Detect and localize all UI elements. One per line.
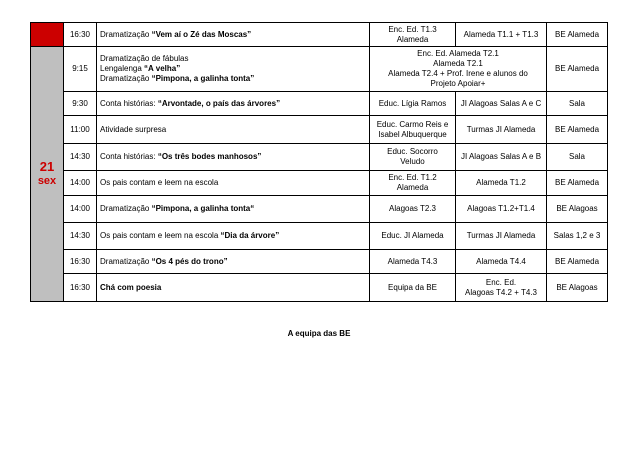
groups-cell: Alagoas T1.2+T1.4 [456,196,547,223]
day-name: sex [37,174,57,187]
responsible-cell: Enc. Ed. T1.2 Alameda [370,171,456,196]
responsible-cell: Educ. Carmo Reis e Isabel Albuquerque [370,116,456,144]
day-number: 21 [39,159,55,175]
activity-cell: Dramatização de fábulas Lengalenga “A velha” Dramatização “Pimpona, a galinha tonta” [97,47,370,92]
time-cell: 14:30 [64,144,97,171]
location-cell: Salas 1,2 e 3 [547,223,608,250]
activity-cell: Dramatização “Pimpona, a galinha tonta“ [97,196,370,223]
location-cell: Sala [547,92,608,116]
time-cell: 9:15 [64,47,97,92]
table-row [31,250,608,274]
location-cell: BE Alameda [547,250,608,274]
groups-cell: Alameda T1.2 [456,171,547,196]
location-cell: BE Alameda [547,47,608,92]
time-cell: 16:30 [64,274,97,302]
table-row [31,196,608,223]
responsible-cell: Educ. JI Alameda [370,223,456,250]
time-cell: 16:30 [64,250,97,274]
location-cell: BE Alagoas [547,196,608,223]
day-cell [31,47,64,302]
responsible-cell: Educ. Socorro Veludo [370,144,456,171]
groups-cell: Alameda T4.4 [456,250,547,274]
groups-cell: Turmas JI Alameda [456,116,547,144]
activity-cell: Chá com poesia [97,274,370,302]
table-row [31,23,608,47]
responsible-cell: Alagoas T2.3 [370,196,456,223]
table-row [31,92,608,116]
table-row [31,223,608,250]
table-row [31,116,608,144]
location-cell: BE Alameda [547,171,608,196]
responsible-cell: Educ. Lígia Ramos [370,92,456,116]
activity-cell: Os pais contam e leem na escola [97,171,370,196]
time-cell: 9:30 [64,92,97,116]
groups-cell: Alameda T1.1 + T1.3 [456,23,547,47]
responsible-cell: Enc. Ed. T1.3 Alameda [370,23,456,47]
groups-cell: Turmas JI Alameda [456,223,547,250]
responsible-cell: Alameda T4.3 [370,250,456,274]
activity-cell: Conta histórias: “Arvontade, o país das árvores” [97,92,370,116]
table-row [31,47,608,92]
schedule-table [30,22,608,302]
previous-day-cell [31,23,64,47]
time-cell: 14:30 [64,223,97,250]
activity-cell: Dramatização “Vem aí o Zé das Moscas” [97,23,370,47]
responsible-groups-cell: Enc. Ed. Alameda T2.1 Alameda T2.1 Alameda T2.4 + Prof. Irene e alunos do Projeto Apoiar+ [370,47,547,92]
footer-signature: A equipa das BE [287,329,351,338]
table-row [31,274,608,302]
activity-cell: Atividade surpresa [97,116,370,144]
activity-cell: Dramatização “Os 4 pés do trono” [97,250,370,274]
groups-cell: Enc. Ed. Alagoas T4.2 + T4.3 [456,274,547,302]
activity-cell: Conta histórias: “Os três bodes manhosos” [97,144,370,171]
location-cell: BE Alagoas [547,274,608,302]
table-row [31,171,608,196]
location-cell: BE Alameda [547,116,608,144]
location-cell: Sala [547,144,608,171]
responsible-cell: Equipa da BE [370,274,456,302]
table-row [31,144,608,171]
time-cell: 14:00 [64,196,97,223]
time-cell: 11:00 [64,116,97,144]
groups-cell: JI Alagoas Salas A e B [456,144,547,171]
time-cell: 14:00 [64,171,97,196]
groups-cell: JI Alagoas Salas A e C [456,92,547,116]
time-cell: 16:30 [64,23,97,47]
location-cell: BE Alameda [547,23,608,47]
activity-cell: Os pais contam e leem na escola “Dia da árvore” [97,223,370,250]
